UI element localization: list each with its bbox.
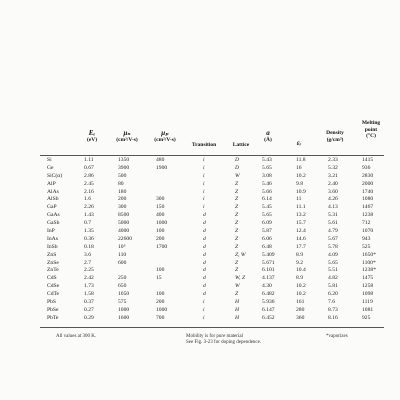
lattice-cell: W [235,172,240,179]
electron-mobility-cell: 1000 [118,306,130,313]
table-row [0,307,400,315]
footnote-mobility [186,334,261,346]
permittivity-cell: 10.4 [296,267,306,274]
transition-cell: d [203,259,206,266]
permittivity-cell: 9.2 [296,259,303,266]
melting-point-cell: 943 [362,235,371,242]
permittivity-cell: 13.2 [296,212,306,219]
permittivity-cell: 16 [296,164,302,171]
hole-mobility-cell: 100 [156,291,165,298]
header-mun [112,130,142,143]
bandgap-cell: 2.42 [84,275,94,282]
melting-point-cell: 1070 [362,228,374,235]
header-mup-unit: (cm²/V-s) [154,136,176,143]
table-row [0,267,400,275]
lattice-constant-cell: 3.08 [262,172,272,179]
electron-mobility-cell: 5000 [118,220,130,227]
lattice-constant-cell: 5.43 [262,157,272,163]
lattice-constant-cell: 5.936 [262,299,275,306]
density-cell: 3.60 [328,188,338,195]
electron-mobility-cell: 8500 [118,212,130,219]
hole-mobility-cell: 1700 [156,243,168,250]
density-cell: 8.73 [328,306,338,313]
melting-point-cell: 712 [362,220,371,227]
electron-mobility-cell: 500 [118,172,127,179]
density-cell: 5.31 [328,212,338,219]
hole-mobility-cell: 1000 [156,220,168,227]
table-row [0,228,400,236]
hole-mobility-cell: 1900 [156,164,168,171]
bandgap-cell: 1.35 [84,228,94,235]
lattice-cell: Z [235,291,239,298]
transition-cell: d [203,235,206,242]
lattice-cell: Z [235,188,239,195]
hole-mobility-cell: 200 [156,235,165,242]
hole-mobility-cell: 150 [156,204,165,211]
lattice-cell: Z [235,212,239,219]
lattice-constant-cell: 5.66 [262,188,272,195]
density-cell: 7.6 [328,299,335,306]
header-melting-line2: point [364,126,378,133]
table-row [0,189,400,197]
permittivity-cell: 15.7 [296,220,306,227]
lattice-cell: Z [235,220,239,227]
melting-point-cell: 1415 [362,157,374,163]
transition-cell: i [203,314,205,321]
lattice-constant-cell: 6.101 [262,267,275,274]
material-cell: ZnTe [47,267,59,274]
footnote-mobility-line2: See Fig. 3-23 for doping dependence. [186,340,262,345]
transition-cell: d [203,275,206,282]
material-cell: CdTe [47,291,60,298]
bandgap-cell: 0.7 [84,220,91,227]
permittivity-cell: 8.9 [296,275,303,282]
permittivity-cell: 11.1 [296,204,306,211]
melting-point-cell: 525 [362,243,371,250]
material-cell: SiC(α) [47,172,63,179]
permittivity-cell: 9.8 [296,180,303,187]
table-row [0,212,400,220]
material-cell: Ge [47,164,54,171]
melting-point-cell: 1119 [362,299,373,306]
material-cell: InP [47,228,55,235]
material-cell: InAs [47,235,58,242]
table-row [0,252,400,260]
material-cell: GaSb [47,220,60,227]
lattice-cell: Z [235,243,239,250]
lattice-constant-cell: 6.14 [262,196,272,203]
lattice-cell: Z [235,235,239,242]
bandgap-cell: 0.29 [84,314,94,321]
bandgap-cell: 0.18 [84,243,94,250]
footnote-mobility-line1: Mobility is for pure material [186,334,243,339]
hole-mobility-cell: 700 [156,314,165,321]
density-cell: 4.79 [328,228,338,235]
table-row [0,181,400,189]
table-body [0,157,400,323]
electron-mobility-cell: 650 [118,283,127,290]
bandgap-cell: 2.7 [84,259,91,266]
density-cell: 2.40 [328,180,338,187]
permittivity-cell: 11 [296,196,302,203]
transition-cell: i [203,196,205,203]
transition-cell: d [203,291,206,298]
density-cell: 5.67 [328,235,338,242]
electron-mobility-cell: 110 [118,251,127,258]
density-cell: 4.13 [328,204,338,211]
header-eg-unit: (eV) [86,136,98,143]
melting-point-cell: 1740 [362,188,374,195]
lattice-cell: Z [235,228,239,235]
bandgap-cell: 1.58 [84,291,94,298]
bandgap-cell: 0.27 [84,306,94,313]
melting-point-cell: 2830 [362,172,374,179]
lattice-cell: Z [235,180,239,187]
lattice-cell: H [235,314,240,321]
lattice-cell: W [235,283,240,290]
table-row [0,204,400,212]
permittivity-cell: 360 [296,314,305,321]
lattice-constant-cell: 5.45 [262,204,272,211]
lattice-cell: Z [235,196,239,203]
header-eg [82,130,102,143]
melting-point-cell: 1467 [362,204,374,211]
header-a-symbol: a [266,129,270,137]
header-density [318,130,352,143]
electron-mobility-cell: 180 [118,188,127,195]
melting-point-cell: 1080 [362,196,374,203]
table-row [0,275,400,283]
lattice-constant-cell: 5.65 [262,212,272,219]
permittivity-cell: 14.6 [296,235,306,242]
transition-cell: d [203,243,206,250]
lattice-constant-cell: 4.137 [262,275,275,282]
material-cell: InSb [47,243,58,250]
electron-mobility-cell: 3900 [118,164,130,171]
bandgap-cell: 0.37 [84,299,94,306]
electron-mobility-cell: 4000 [118,228,130,235]
lattice-constant-cell: 4.30 [262,283,272,290]
permittivity-cell: 11.8 [296,157,306,163]
hole-mobility-cell: 1000 [156,306,168,313]
hole-mobility-cell: 100 [156,267,165,274]
header-density-unit: (g/cm³) [326,136,344,143]
melting-point-cell: 1081 [362,306,374,313]
permittivity-cell: 280 [296,306,305,313]
header-a-unit: (Å) [264,136,272,143]
melting-point-cell: 1475 [362,275,374,282]
bandgap-cell: 2.16 [84,188,94,195]
table-row [0,165,400,173]
table-bottom-rule [40,327,384,328]
electron-mobility-cell: 80 [118,180,124,187]
table-row [0,244,400,252]
hole-mobility-cell: 300 [156,196,165,203]
electron-mobility-cell: 250 [118,275,127,282]
transition-cell: i [203,299,205,306]
melting-point-cell: 1238* [362,267,376,274]
density-cell: 4.09 [328,251,338,258]
material-cell: AlP [47,180,56,187]
header-lattice: Lattice [232,142,250,148]
header-mun-symbol: μₙ [123,129,131,137]
lattice-cell: H [235,299,240,306]
lattice-constant-cell: 6.48 [262,243,272,250]
melting-point-cell: 936 [362,164,371,171]
table-row [0,236,400,244]
lattice-constant-cell: 5.46 [262,180,272,187]
hole-mobility-cell: 200 [156,299,165,306]
material-cell: PbS [47,299,57,306]
table-row [0,291,400,299]
header-mup-symbol: μₚ [161,129,169,137]
permittivity-cell: 12.4 [296,228,306,235]
transition-cell: i [203,306,205,313]
table-row [0,157,400,165]
electron-mobility-cell: 200 [118,196,127,203]
header-melting-line1: Melting [361,120,381,126]
permittivity-cell: 10.2 [296,283,306,290]
electron-mobility-cell: 1050 [118,291,130,298]
electron-mobility-cell: 10⁵ [118,243,126,250]
bandgap-cell: 2.26 [84,204,94,211]
bandgap-cell: 1.43 [84,212,94,219]
density-cell: 5.78 [328,243,338,250]
lattice-constant-cell: 6.452 [262,314,275,321]
melting-point-cell: 1100* [362,259,376,266]
hole-mobility-cell: 400 [156,212,165,219]
lattice-constant-cell: 6.09 [262,220,272,227]
permittivity-cell: 10.2 [296,291,306,298]
lattice-constant-cell: 5.671 [262,259,275,266]
density-cell: 5.81 [328,283,338,290]
transition-cell: d [203,251,206,258]
header-transition: Transition [191,142,217,148]
hole-mobility-cell: 480 [156,157,165,163]
density-cell: 2.33 [328,157,338,163]
density-cell: 4.26 [328,196,338,203]
transition-cell: i [203,157,205,163]
electron-mobility-cell: 1350 [118,157,130,163]
bandgap-cell: 1.73 [84,283,94,290]
permittivity-cell: 161 [296,299,305,306]
bandgap-cell: 2.25 [84,267,94,274]
permittivity-cell: 17.7 [296,243,306,250]
bandgap-cell: 0.67 [84,164,94,171]
material-cell: ZnS [47,251,57,258]
lattice-cell: Z [235,204,239,211]
density-cell: 5.61 [328,220,338,227]
bandgap-cell: 1.11 [84,157,94,163]
table-row [0,196,400,204]
material-cell: AlAs [47,188,59,195]
transition-cell: d [203,212,206,219]
density-cell: 5.65 [328,259,338,266]
electron-mobility-cell: 600 [118,259,127,266]
bandgap-cell: 0.36 [84,235,94,242]
transition-cell: i [203,188,205,195]
density-cell: 5.32 [328,164,338,171]
material-cell: PbTe [47,314,59,321]
lattice-constant-cell: 5.87 [262,228,272,235]
bandgap-cell: 3.6 [84,251,91,258]
density-cell: 8.16 [328,314,338,321]
electron-mobility-cell: 1600 [118,314,130,321]
density-cell: 4.82 [328,275,338,282]
lattice-cell: H [235,306,240,313]
material-cell: GaP [47,204,57,211]
melting-point-cell: 1258 [362,283,374,290]
hole-mobility-cell: 15 [156,275,162,282]
header-density-label: Density [326,130,344,136]
footnote-temperature: All values at 300 K. [56,334,97,339]
material-cell: GaAs [47,212,60,219]
header-er [291,140,307,147]
material-cell: PbSe [47,306,59,313]
lattice-cell: Z, W [235,251,246,258]
lattice-constant-cell: 6.482 [262,291,275,298]
melting-point-cell: 1098 [362,291,374,298]
electron-mobility-cell: 575 [118,299,127,306]
density-cell: 5.51 [328,267,338,274]
melting-point-cell: 925 [362,314,371,321]
transition-cell: i [203,204,205,211]
table-row [0,299,400,307]
permittivity-cell: 10.2 [296,172,306,179]
electron-mobility-cell: 300 [118,204,127,211]
lattice-cell: D [235,157,240,163]
lattice-constant-cell: 6.147 [262,306,275,313]
header-melting-point [356,120,386,140]
lattice-cell: D [235,164,240,171]
transition-cell: d [203,283,206,290]
electron-mobility-cell: 22600 [118,235,132,242]
header-melting-unit: (°C) [366,133,376,139]
material-cell: AlSb [47,196,59,203]
header-mup [150,130,180,143]
lattice-cell: W, Z [235,275,246,282]
bandgap-cell: 2.45 [84,180,94,187]
header-mun-unit: (cm²/V-s) [116,136,138,143]
lattice-cell: Z [235,267,239,274]
table-row [0,173,400,181]
lattice-cell: Z [235,259,239,266]
transition-cell: i [203,172,205,179]
melting-point-cell: 2000 [362,180,374,187]
header-eg-symbol: Eₑ [88,129,96,137]
bandgap-cell: 2.86 [84,172,94,179]
melting-point-cell: 1238 [362,212,374,219]
transition-cell: d [203,220,206,227]
header-er-symbol: εᵣ [296,139,302,147]
permittivity-cell: 10.9 [296,188,306,195]
permittivity-cell: 8.9 [296,251,303,258]
table-row [0,220,400,228]
table-row [0,283,400,291]
lattice-constant-cell: 6.06 [262,235,272,242]
transition-cell: d [203,267,206,274]
table-row [0,260,400,268]
density-cell: 3.21 [328,172,338,179]
header-a [258,130,278,143]
material-cell: CdS [47,275,57,282]
density-cell: 6.20 [328,291,338,298]
transition-cell: i [203,164,205,171]
material-cell: Si [47,157,52,163]
material-cell: CdSe [47,283,60,290]
lattice-constant-cell: 5.409 [262,251,275,258]
table-header [0,118,400,156]
transition-cell: d [203,228,206,235]
material-cell: ZnSe [47,259,59,266]
table-top-rule [40,155,384,156]
bandgap-cell: 1.6 [84,196,91,203]
footnote-vaporizes: *vaporizes [326,334,348,339]
lattice-constant-cell: 5.65 [262,164,272,171]
hole-mobility-cell: 100 [156,228,165,235]
melting-point-cell: 1650* [362,251,376,258]
table-row [0,315,400,323]
transition-cell: i [203,180,205,187]
